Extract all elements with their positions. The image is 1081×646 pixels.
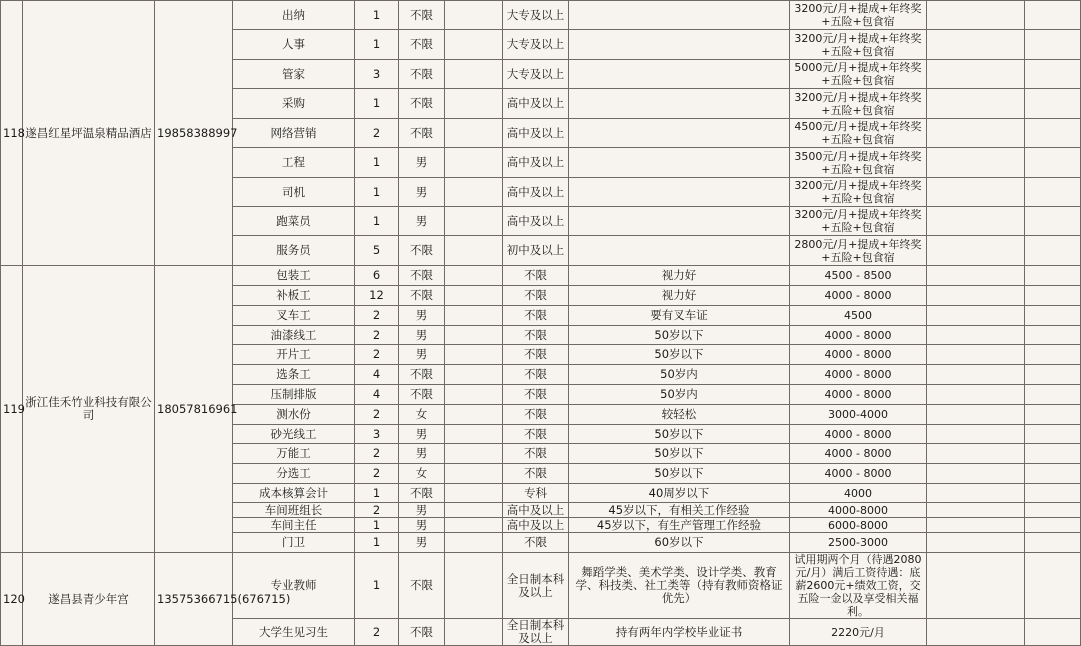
job-gender: 男 — [399, 306, 445, 326]
job-requirement: 持有两年内学校毕业证书 — [569, 619, 790, 646]
job-count: 2 — [355, 503, 399, 518]
job-requirement: 50岁以下 — [569, 464, 790, 484]
job-title: 测水份 — [233, 405, 355, 425]
job-gender: 男 — [399, 425, 445, 444]
job-title: 大学生见习生 — [233, 619, 355, 646]
job-requirement: 50岁内 — [569, 385, 790, 405]
job-gender: 男 — [399, 518, 445, 533]
job-salary: 3200元/月+提成+年终奖+五险+包食宿 — [790, 207, 927, 236]
spacer-cell — [1025, 286, 1081, 306]
spacer-cell — [445, 365, 503, 385]
job-gender: 男 — [399, 178, 445, 207]
spacer-cell — [927, 148, 1025, 178]
spacer-cell — [927, 1, 1025, 30]
job-salary: 4500元/月+提成+年终奖+五险+包食宿 — [790, 119, 927, 148]
job-title: 司机 — [233, 178, 355, 207]
job-education: 高中及以上 — [503, 148, 569, 178]
spacer-cell — [1025, 553, 1081, 619]
job-education: 高中及以上 — [503, 518, 569, 533]
job-requirement — [569, 148, 790, 178]
job-education: 不限 — [503, 464, 569, 484]
job-salary: 2800元/月+提成+年终奖+五险+包食宿 — [790, 236, 927, 266]
spacer-cell — [927, 60, 1025, 89]
job-count: 4 — [355, 385, 399, 405]
spacer-cell — [927, 207, 1025, 236]
spacer-cell — [1025, 533, 1081, 553]
spacer-cell — [927, 266, 1025, 286]
job-education: 高中及以上 — [503, 207, 569, 236]
job-title: 砂光线工 — [233, 425, 355, 444]
job-requirement — [569, 236, 790, 266]
job-count: 1 — [355, 553, 399, 619]
job-count: 2 — [355, 119, 399, 148]
job-requirement: 50岁内 — [569, 365, 790, 385]
job-education: 高中及以上 — [503, 178, 569, 207]
job-count: 1 — [355, 484, 399, 503]
spacer-cell — [445, 345, 503, 365]
job-title: 包装工 — [233, 266, 355, 286]
job-title: 车间主任 — [233, 518, 355, 533]
spacer-cell — [1025, 518, 1081, 533]
job-count: 3 — [355, 60, 399, 89]
spacer-cell — [1025, 207, 1081, 236]
job-requirement — [569, 1, 790, 30]
job-salary: 3200元/月+提成+年终奖+五险+包食宿 — [790, 30, 927, 60]
job-count: 2 — [355, 619, 399, 646]
job-gender: 男 — [399, 345, 445, 365]
job-count: 2 — [355, 345, 399, 365]
job-gender: 不限 — [399, 236, 445, 266]
job-gender: 不限 — [399, 30, 445, 60]
job-salary: 4000 - 8000 — [790, 345, 927, 365]
job-title: 人事 — [233, 30, 355, 60]
spacer-cell — [1025, 326, 1081, 345]
job-education: 不限 — [503, 425, 569, 444]
job-gender: 男 — [399, 503, 445, 518]
job-salary: 3200元/月+提成+年终奖+五险+包食宿 — [790, 1, 927, 30]
job-title: 万能工 — [233, 444, 355, 464]
spacer-cell — [1025, 503, 1081, 518]
spacer-cell — [445, 464, 503, 484]
job-title: 跑菜员 — [233, 207, 355, 236]
table-row — [1, 1, 1081, 30]
job-count: 1 — [355, 89, 399, 119]
job-salary: 4500 - 8500 — [790, 266, 927, 286]
job-requirement: 45岁以下，有生产管理工作经验 — [569, 518, 790, 533]
job-title: 采购 — [233, 89, 355, 119]
spacer-cell — [445, 484, 503, 503]
job-count: 2 — [355, 464, 399, 484]
job-education: 不限 — [503, 444, 569, 464]
job-count: 4 — [355, 365, 399, 385]
job-gender: 男 — [399, 326, 445, 345]
job-count: 1 — [355, 1, 399, 30]
spacer-cell — [1025, 178, 1081, 207]
job-gender: 不限 — [399, 119, 445, 148]
job-salary: 试用期两个月（待遇2080元/月）满后工资待遇：底薪2600元+绩效工资，交五险一金以及享受相关福利。 — [790, 553, 927, 619]
job-education: 不限 — [503, 326, 569, 345]
job-count: 1 — [355, 207, 399, 236]
spacer-cell — [445, 306, 503, 326]
job-requirement: 40周岁以下 — [569, 484, 790, 503]
spacer-cell — [927, 444, 1025, 464]
job-count: 1 — [355, 148, 399, 178]
job-salary: 4000 - 8000 — [790, 365, 927, 385]
job-requirement — [569, 30, 790, 60]
spacer-cell — [927, 503, 1025, 518]
job-salary: 2220元/月 — [790, 619, 927, 646]
company-phone: 18057816961 — [155, 266, 233, 553]
job-salary: 4000 — [790, 484, 927, 503]
spacer-cell — [445, 553, 503, 619]
company-name: 遂昌红星坪温泉精品酒店 — [23, 1, 155, 266]
job-education: 不限 — [503, 306, 569, 326]
job-education: 大专及以上 — [503, 1, 569, 30]
job-title: 工程 — [233, 148, 355, 178]
spacer-cell — [927, 236, 1025, 266]
job-requirement: 要有叉车证 — [569, 306, 790, 326]
spacer-cell — [445, 178, 503, 207]
job-requirement: 视力好 — [569, 266, 790, 286]
spacer-cell — [1025, 345, 1081, 365]
table-row — [1, 553, 1081, 619]
company-name: 遂昌县青少年宫 — [23, 553, 155, 646]
job-gender: 女 — [399, 464, 445, 484]
job-salary: 4000 - 8000 — [790, 326, 927, 345]
job-requirement — [569, 60, 790, 89]
job-count: 6 — [355, 266, 399, 286]
job-count: 2 — [355, 405, 399, 425]
job-salary: 2500-3000 — [790, 533, 927, 553]
spacer-cell — [927, 464, 1025, 484]
spacer-cell — [1025, 365, 1081, 385]
spacer-cell — [927, 553, 1025, 619]
spacer-cell — [445, 444, 503, 464]
job-salary: 4000 - 8000 — [790, 286, 927, 306]
job-education: 不限 — [503, 405, 569, 425]
job-requirement — [569, 207, 790, 236]
spacer-cell — [445, 266, 503, 286]
job-requirement — [569, 119, 790, 148]
spacer-cell — [445, 148, 503, 178]
job-count: 2 — [355, 444, 399, 464]
job-salary: 4000-8000 — [790, 503, 927, 518]
spacer-cell — [1025, 464, 1081, 484]
job-education: 不限 — [503, 266, 569, 286]
company-number: 120 — [1, 553, 23, 646]
spacer-cell — [1025, 119, 1081, 148]
job-title: 服务员 — [233, 236, 355, 266]
job-count: 1 — [355, 178, 399, 207]
spacer-cell — [927, 518, 1025, 533]
spacer-cell — [1025, 619, 1081, 646]
spacer-cell — [1025, 405, 1081, 425]
spacer-cell — [927, 365, 1025, 385]
spacer-cell — [927, 619, 1025, 646]
job-title: 油漆线工 — [233, 326, 355, 345]
spacer-cell — [445, 236, 503, 266]
spacer-cell — [445, 405, 503, 425]
job-education: 全日制本科及以上 — [503, 553, 569, 619]
spacer-cell — [1025, 89, 1081, 119]
job-education: 高中及以上 — [503, 119, 569, 148]
job-gender: 不限 — [399, 385, 445, 405]
spacer-cell — [445, 518, 503, 533]
job-title: 出纳 — [233, 1, 355, 30]
job-salary: 3500元/月+提成+年终奖+五险+包食宿 — [790, 148, 927, 178]
job-count: 3 — [355, 425, 399, 444]
spacer-cell — [927, 484, 1025, 503]
job-gender: 不限 — [399, 365, 445, 385]
spacer-cell — [445, 326, 503, 345]
spacer-cell — [1025, 266, 1081, 286]
job-title: 压制排版 — [233, 385, 355, 405]
spacer-cell — [445, 60, 503, 89]
job-requirement: 舞蹈学类、美术学类、设计学类、教育学、科技类、社工类等（持有教师资格证优先） — [569, 553, 790, 619]
company-name: 浙江佳禾竹业科技有限公司 — [23, 266, 155, 553]
company-phone: 19858388997 — [155, 1, 233, 266]
job-title: 管家 — [233, 60, 355, 89]
spacer-cell — [445, 207, 503, 236]
job-title: 选条工 — [233, 365, 355, 385]
job-salary: 6000-8000 — [790, 518, 927, 533]
job-gender: 不限 — [399, 619, 445, 646]
spacer-cell — [927, 385, 1025, 405]
spacer-cell — [1025, 306, 1081, 326]
job-title: 开片工 — [233, 345, 355, 365]
job-count: 1 — [355, 518, 399, 533]
job-gender: 不限 — [399, 484, 445, 503]
spacer-cell — [1025, 444, 1081, 464]
spacer-cell — [445, 30, 503, 60]
spacer-cell — [927, 30, 1025, 60]
job-title: 成本核算会计 — [233, 484, 355, 503]
company-number: 119 — [1, 266, 23, 553]
job-education: 不限 — [503, 286, 569, 306]
spacer-cell — [927, 178, 1025, 207]
job-gender: 男 — [399, 148, 445, 178]
job-title: 车间班组长 — [233, 503, 355, 518]
job-education: 不限 — [503, 365, 569, 385]
job-requirement — [569, 178, 790, 207]
job-count: 1 — [355, 533, 399, 553]
job-title: 叉车工 — [233, 306, 355, 326]
job-gender: 不限 — [399, 266, 445, 286]
job-education: 初中及以上 — [503, 236, 569, 266]
job-requirement: 50岁以下 — [569, 326, 790, 345]
job-requirement: 视力好 — [569, 286, 790, 306]
spacer-cell — [1025, 60, 1081, 89]
job-requirement: 较轻松 — [569, 405, 790, 425]
job-requirement — [569, 89, 790, 119]
job-count: 12 — [355, 286, 399, 306]
job-gender: 不限 — [399, 286, 445, 306]
spacer-cell — [445, 1, 503, 30]
job-title: 专业教师 — [233, 553, 355, 619]
spacer-cell — [445, 89, 503, 119]
spacer-cell — [1025, 148, 1081, 178]
job-education: 大专及以上 — [503, 60, 569, 89]
job-gender: 男 — [399, 444, 445, 464]
job-count: 5 — [355, 236, 399, 266]
job-title: 门卫 — [233, 533, 355, 553]
job-salary: 4000 - 8000 — [790, 425, 927, 444]
spacer-cell — [927, 533, 1025, 553]
job-education: 不限 — [503, 345, 569, 365]
spacer-cell — [445, 425, 503, 444]
spacer-cell — [927, 345, 1025, 365]
job-gender: 男 — [399, 533, 445, 553]
job-gender: 不限 — [399, 553, 445, 619]
job-gender: 男 — [399, 207, 445, 236]
job-education: 高中及以上 — [503, 503, 569, 518]
job-salary: 4000 - 8000 — [790, 444, 927, 464]
job-gender: 不限 — [399, 89, 445, 119]
table-row — [1, 266, 1081, 286]
job-count: 2 — [355, 326, 399, 345]
spacer-cell — [445, 533, 503, 553]
spacer-cell — [1025, 1, 1081, 30]
spacer-cell — [445, 286, 503, 306]
spacer-cell — [1025, 385, 1081, 405]
spacer-cell — [927, 119, 1025, 148]
job-count: 1 — [355, 30, 399, 60]
job-education: 大专及以上 — [503, 30, 569, 60]
company-number: 118 — [1, 1, 23, 266]
job-requirement: 45岁以下，有相关工作经验 — [569, 503, 790, 518]
spacer-cell — [927, 89, 1025, 119]
job-gender: 不限 — [399, 60, 445, 89]
spacer-cell — [927, 425, 1025, 444]
job-title: 补板工 — [233, 286, 355, 306]
spacer-cell — [445, 119, 503, 148]
job-education: 不限 — [503, 533, 569, 553]
job-title: 网络营销 — [233, 119, 355, 148]
job-salary: 5000元/月+提成+年终奖+五险+包食宿 — [790, 60, 927, 89]
job-salary: 3000-4000 — [790, 405, 927, 425]
job-education: 全日制本科及以上 — [503, 619, 569, 646]
spacer-cell — [927, 405, 1025, 425]
spacer-cell — [1025, 30, 1081, 60]
job-salary: 4000 - 8000 — [790, 464, 927, 484]
job-salary: 3200元/月+提成+年终奖+五险+包食宿 — [790, 178, 927, 207]
job-count: 2 — [355, 306, 399, 326]
spacer-cell — [927, 306, 1025, 326]
job-requirement: 50岁以下 — [569, 425, 790, 444]
spacer-cell — [927, 286, 1025, 306]
job-gender: 女 — [399, 405, 445, 425]
job-education: 专科 — [503, 484, 569, 503]
company-phone: 13575366715(676715) — [155, 553, 233, 646]
job-title: 分选工 — [233, 464, 355, 484]
job-salary: 3200元/月+提成+年终奖+五险+包食宿 — [790, 89, 927, 119]
job-salary: 4500 — [790, 306, 927, 326]
spacer-cell — [1025, 236, 1081, 266]
spacer-cell — [445, 619, 503, 646]
spacer-cell — [445, 503, 503, 518]
job-gender: 不限 — [399, 1, 445, 30]
job-requirement: 50岁以下 — [569, 444, 790, 464]
spacer-cell — [1025, 425, 1081, 444]
spacer-cell — [445, 385, 503, 405]
spacer-cell — [1025, 484, 1081, 503]
spacer-cell — [927, 326, 1025, 345]
job-education: 不限 — [503, 385, 569, 405]
job-requirement: 60岁以下 — [569, 533, 790, 553]
job-education: 高中及以上 — [503, 89, 569, 119]
job-requirement: 50岁以下 — [569, 345, 790, 365]
job-salary: 4000 - 8000 — [790, 385, 927, 405]
